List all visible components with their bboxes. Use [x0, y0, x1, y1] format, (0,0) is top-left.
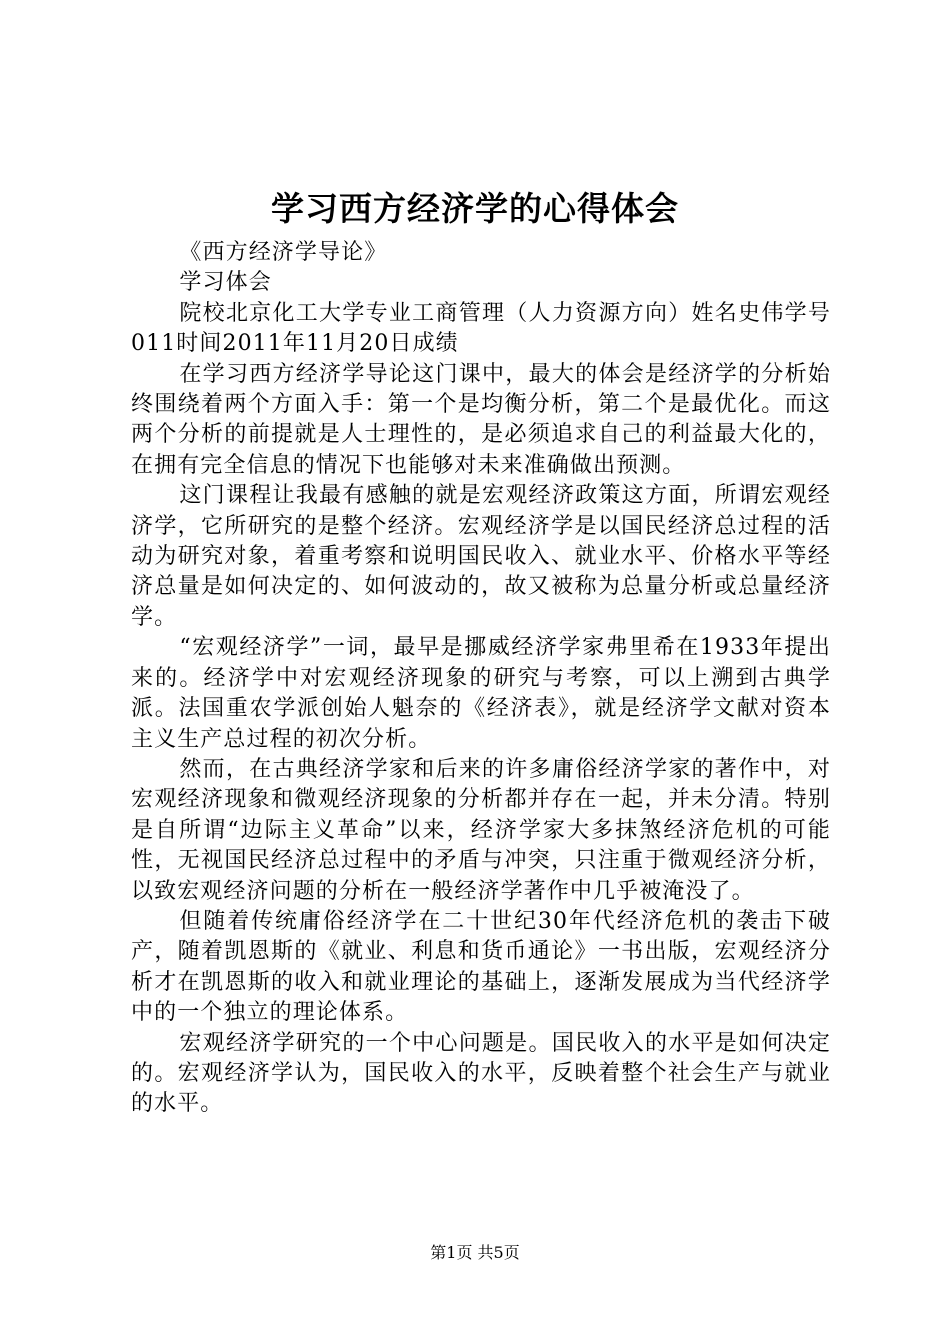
- paragraph: “宏观经济学”一词，最早是挪威经济学家弗里希在1933年提出来的。经济学中对宏观经济现象的研究与考察，可以上溯到古典学派。法国重农学派创始人魁奈的《经济表》，就是经济学文献对资本主义生产总过程的初次分析。: [131, 635, 831, 752]
- paragraph: 然而，在古典经济学家和后来的许多庸俗经济学家的著作中，对宏观经济现象和微观经济现象的分析都并存在一起，并未分清。特别是自所谓“边际主义革命”以来，经济学家大多抹煞经济危机的可能性，无视国民经济总过程中的矛盾与冲突，只注重于微观经济分析，以致宏观经济问题的分析在一般经济学著作中几乎被淹没了。: [131, 756, 831, 904]
- paragraph-subtitle: 学习体会: [179, 270, 272, 296]
- paragraph-student-info: 院校北京化工大学专业工商管理（人力资源方向）姓名史伟学号011时间2011年11月20日成绩: [131, 300, 831, 357]
- document-title: 学习西方经济学的心得体会: [271, 189, 679, 228]
- paragraph: 在学习西方经济学导论这门课中，最大的体会是经济学的分析始终围绕着两个方面入手：第一个是均衡分析，第二个是最优化。而这两个分析的前提就是人士理性的，是必须追求自己的利益最大化的，在拥有完全信息的情况下也能够对未来准确做出预测。: [131, 361, 831, 478]
- paragraph: 这门课程让我最有感触的就是宏观经济政策这方面，所谓宏观经济学，它所研究的是整个经济。宏观经济学是以国民经济总过程的活动为研究对象，着重考察和说明国民收入、就业水平、价格水平等经济总量是如何决定的、如何波动的，故又被称为总量分析或总量经济学。: [131, 483, 831, 630]
- document-body: [131, 238, 831, 1120]
- page-number-footer: 第1页 共5页: [430, 1243, 520, 1262]
- paragraph-book-title: 《西方经济学导论》: [179, 240, 388, 265]
- paragraph: 但随着传统庸俗经济学在二十世纪30年代经济危机的袭击下破产，随着凯恩斯的《就业、利息和货币通论》一书出版，宏观经济分析才在凯恩斯的收入和就业理论的基础上，逐渐发展成为当代经济学中的一个独立的理论体系。: [131, 908, 831, 1026]
- paragraph: 宏观经济学研究的一个中心问题是。国民收入的水平是如何决定的。宏观经济学认为，国民收入的水平，反映着整个社会生产与就业的水平。: [131, 1030, 831, 1117]
